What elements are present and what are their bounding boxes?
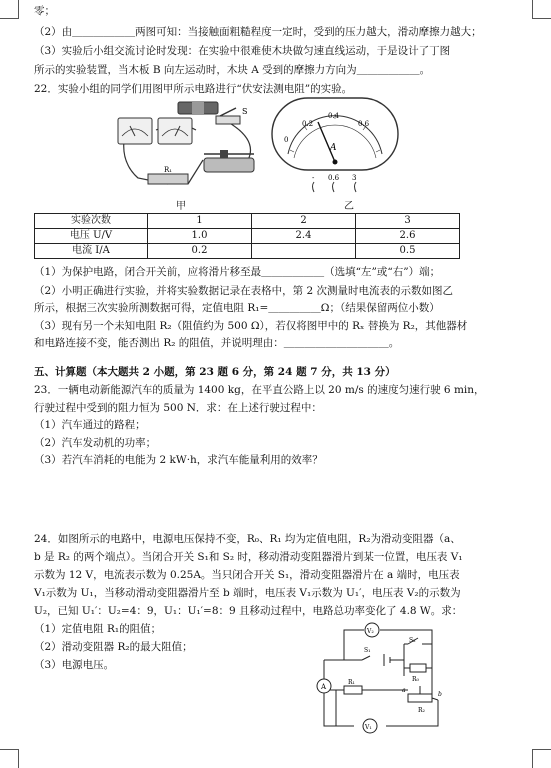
table-cell: 实验次数 [35, 214, 148, 229]
q24-part3: （3）电源电压。 [34, 659, 115, 671]
q22-part3: （3）现有另一个未知电阻 R₂（阻值约为 500 Ω），若仅将图甲中的 Rₓ 替换为 R₂，其他器材 [34, 320, 468, 332]
experiment-data-table [34, 213, 460, 259]
text-line: 所示的实验装置，当木板 B 向左运动时，木块 A 受到的摩擦力方向为＿＿＿＿＿＿。 [34, 64, 431, 76]
rheostat-end-b-label: b [438, 691, 442, 698]
corner-mark-bottom-right [532, 749, 551, 768]
switch-s1-label: S₁ [364, 647, 371, 654]
text-line: 和电路连接不变，能否测出 R₂ 的阻值，并说明理由：＿＿＿＿＿＿＿＿＿＿。 [34, 337, 400, 349]
resistor-r1-label: R₁ [348, 679, 355, 686]
scale-tick-label: 0 [284, 136, 289, 144]
text-line: （3）实验后小组交流讨论时发现：在实验中很难使木块做匀速直线运动，于是设计了丁图 [34, 45, 451, 57]
table-cell: 电压 U/V [35, 229, 148, 244]
corner-mark-top-left [0, 0, 19, 19]
q23-part1: （1）汽车通过的路程； [34, 419, 146, 431]
text-line: b 是 R₂ 的两个端点）。当闭合开关 S₁和 S₂ 时，移动滑动变阻器滑片到某一位置，电压表 V₁ [34, 551, 463, 563]
terminal-label: 0.6 [328, 174, 340, 182]
voltmeter-v1-label: V₁ [365, 724, 372, 731]
switch-label-s: S [242, 107, 248, 116]
scale-tick-label: 0.2 [302, 120, 314, 128]
table-cell: 2.4 [252, 229, 356, 244]
section-heading: 五、计算题（本大题共 2 小题，第 23 题 6 分，第 24 题 7 分，共 13 分） [34, 366, 396, 378]
rheostat-r2-label: R₂ [418, 707, 425, 714]
scale-tick-label: 0.4 [328, 112, 340, 120]
ammeter-label: A [321, 683, 327, 691]
table-cell: 1 [148, 214, 252, 229]
table-cell: 电流 I/A [35, 244, 148, 259]
table-cell: 2 [252, 214, 356, 229]
text-line: V₁示数为 U₁，当移动滑动变阻器滑片至 b 端时，电压表 V₁示数为 U₁′，电压表 V₂的示数为 [34, 587, 461, 599]
figure-label-jia: 甲 [176, 201, 186, 212]
voltmeter-v2-label: V₂ [367, 628, 374, 635]
question-24-stem: 24．如图所示的电路中，电源电压保持不变，R₀、R₁ 均为定值电阻，R₂为滑动变阻器（a、 [34, 533, 461, 545]
ammeter-unit-label: A [330, 143, 337, 153]
text-line: U₂，已知 U₁′：U₂=4：9，U₁：U₁′=8：9 且移动过程中，电路总功率变化了 4.8 W。求： [34, 605, 463, 617]
figure-jia-circuit [108, 100, 268, 200]
q22-part1: （1）为保护电路，闭合开关前，应将滑片移至最＿＿＿＿＿＿（选填“左”或“右”）端； [34, 266, 441, 278]
scale-tick-label: 0.6 [358, 120, 370, 128]
terminal-label: 3 [352, 174, 357, 182]
corner-mark-top-right [532, 0, 551, 19]
switch-s2-label: S₂ [409, 637, 416, 644]
q24-part1: （1）定值电阻 R₁的阻值； [34, 623, 162, 635]
q24-circuit-diagram [314, 616, 454, 740]
text-line: 示数为 12 V，电流表示数为 0.25A。当只闭合开关 S₁，滑动变阻器滑片在 a 端时，电压表 [34, 569, 460, 581]
q23-part2: （2）汽车发动机的功率； [34, 437, 157, 449]
table-cell: 3 [356, 214, 460, 229]
text-line: 行驶过程中受到的阻力恒为 500 N．求：在上述行驶过程中： [34, 402, 322, 414]
text-line: （2）由＿＿＿＿＿＿两图可知：当接触面粗糙程度一定时，受到的压力越大，滑动摩擦力越大； [34, 26, 482, 38]
table-row [35, 229, 460, 244]
resistor-r0-label: R₀ [412, 676, 419, 683]
table-row [35, 244, 460, 259]
text-line: 所示，根据三次实验所测数据可得，定值电阻 R₁=＿＿＿＿＿Ω；（结果保留两位小数） [34, 302, 440, 314]
table-cell: 0.5 [356, 244, 460, 259]
table-header-row [35, 214, 460, 229]
table-cell [252, 244, 356, 259]
figure-yi-ammeter [270, 96, 400, 206]
q23-part3: （3）若汽车消耗的电能为 2 kW·h，求汽车能量利用的效率？ [34, 454, 323, 466]
question-23-stem: 23．一辆电动新能源汽车的质量为 1400 kg，在平直公路上以 20 m/s 的速度匀速行驶 6 min， [34, 384, 485, 396]
corner-mark-bottom-left [0, 749, 19, 768]
terminal-label: - [312, 174, 315, 182]
q24-part2: （2）滑动变阻器 R₂的最大阻值； [34, 641, 193, 653]
q22-part2: （2）小明正确进行实验，并将实验数据记录在表格中，第 2 次测量时电流表的示数如图乙 [34, 285, 454, 297]
question-22-stem: 22．实验小组的同学们用图甲所示电路进行“伏安法测电阻”的实验。 [34, 83, 353, 95]
table-cell: 1.0 [148, 229, 252, 244]
figure-label-yi: 乙 [344, 201, 354, 212]
rheostat-end-a-label: a [402, 687, 406, 694]
table-cell: 2.6 [356, 229, 460, 244]
resistor-label-r1: R₁ [164, 166, 173, 174]
text-line: 零； [34, 5, 55, 17]
table-cell: 0.2 [148, 244, 252, 259]
